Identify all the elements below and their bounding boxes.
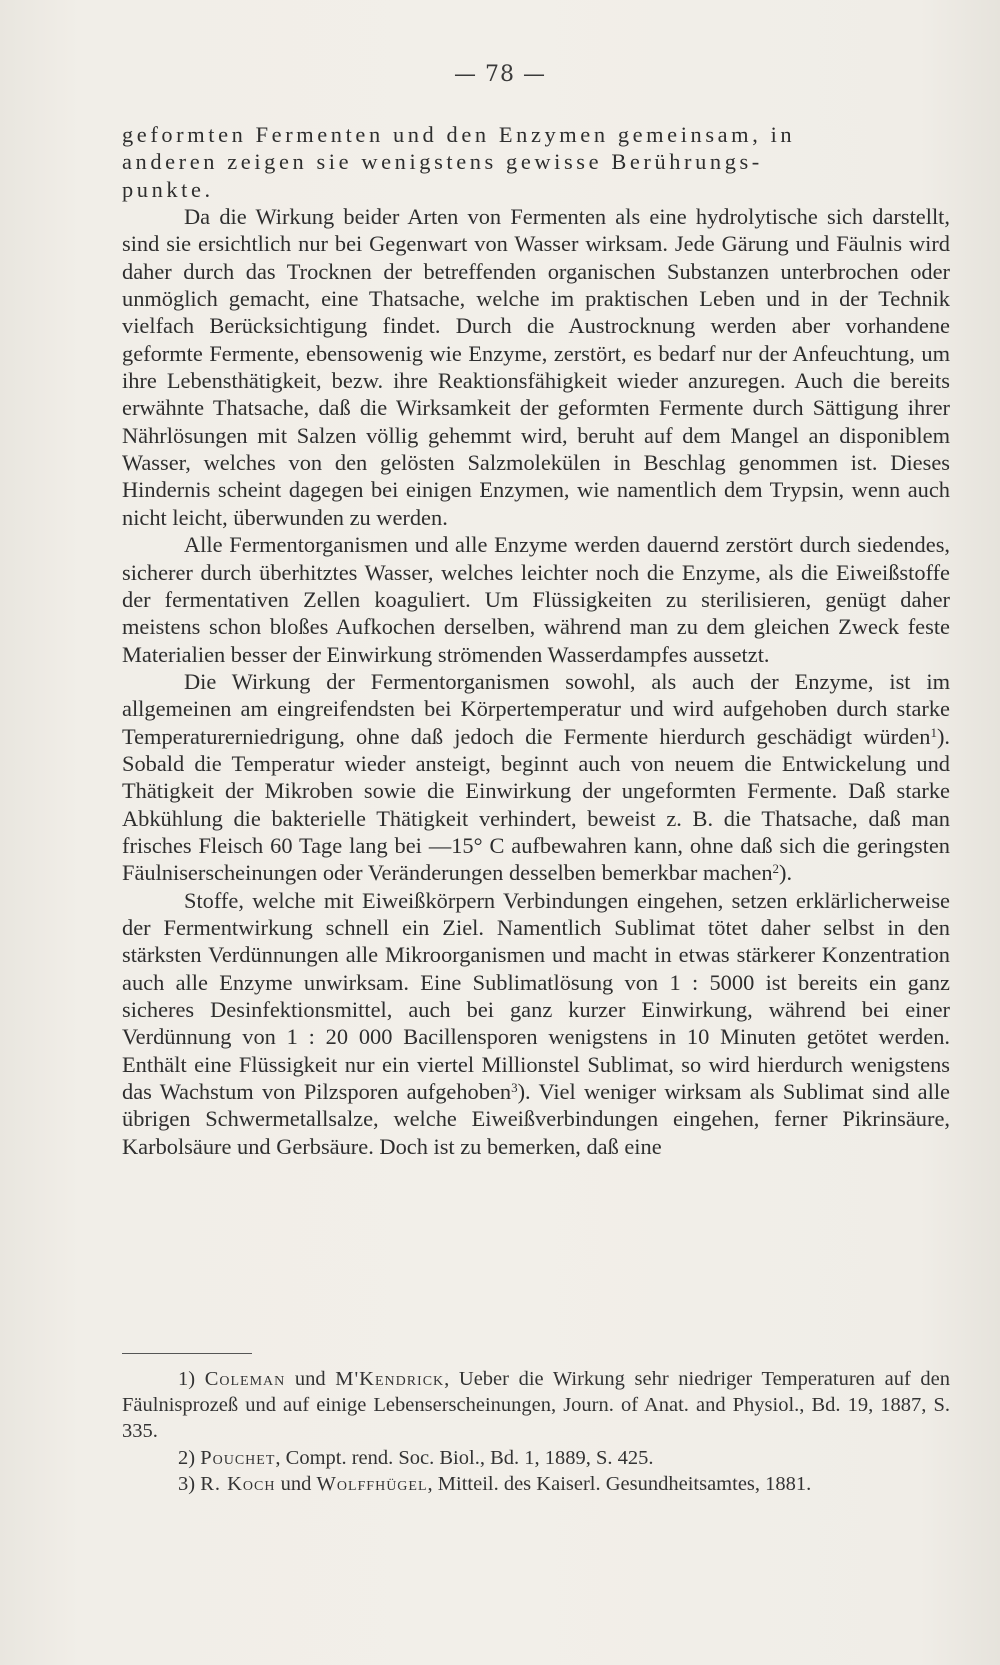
footnote-author: M'Kendrick	[335, 1368, 445, 1390]
footnotes	[122, 1366, 950, 1497]
footnote-ref: 2	[772, 861, 780, 877]
paragraph-text: Stoffe, welche mit Eiweißkörpern Verbindungen eingehen, setzen erklärlicherweise der Fermentwirkung schnell ein Ziel. Namentlich Sublimat tötet daher selbst in den stärksten Verdünnungen alle Mikroorganismen und macht in etwas stärkerer Konzentration auch alle Enzyme unwirksam. Eine Sublimatlösung von 1 : 5000 ist bereits ein ganz sicheres Desinfektionsmittel, auch bei ganz kurzer Einwirkung, während bei einer Verdünnung von 1 : 20 000 Bacillensporen wenigstens in 10 Minuten getötet werden. Enthält eine Flüssigkeit nur ein viertel Millionstel Sublimat, so wird hierdurch wenigstens das Wachstum von Pilzsporen aufgehoben	[122, 887, 950, 1105]
paragraph-text: ).	[779, 860, 793, 886]
footnote-number: 1)	[178, 1368, 196, 1390]
paragraph-text: ). Sobald die Temperatur wieder ansteigt, beginnt auch von neuem die Entwickelung und Thätigkeit der Mikroben sowie die Einwirkung der ungeformten Fermente. Daß starke Abkühlung die bakterielle Thätigkeit verhindert, beweist z. B. die Thatsache, daß man frisches Fleisch 60 Tage lang bei —15° C aufbewahren kann, ohne daß sich die geringsten Fäulniserscheinungen oder Veränderungen desselben bemerkbar machen	[122, 723, 950, 886]
footnote-text: , Mitteil. des Kaiserl. Gesundheitsamtes, 1881.	[427, 1472, 812, 1495]
line: anderen zeigen sie wenigstens gewisse Berührungs-	[122, 149, 763, 175]
line: punkte.	[122, 176, 214, 202]
footnote	[122, 1366, 950, 1445]
line: geformten Fermenten und den Enzymen gemeinsam, in	[122, 122, 796, 147]
footnote-conjunction: und	[294, 1368, 326, 1390]
footnote	[122, 1445, 950, 1471]
footnote-text: , Ueber die Wirkung sehr niedriger Temperaturen auf den Fäulnisprozeß und auf einige Lebenserscheinungen, Journ. of Anat. and Physiol., Bd. 19, 1887, S. 335.	[122, 1368, 951, 1443]
footnote-divider	[122, 1353, 252, 1354]
paragraph-continuation	[122, 121, 950, 203]
paragraph	[122, 887, 950, 1160]
footnote-number: 3)	[178, 1472, 196, 1495]
footnote-ref: 1	[930, 724, 937, 740]
footnote-author: Pouchet	[200, 1446, 276, 1469]
footnote-author: R. Koch	[200, 1472, 276, 1495]
footnote	[122, 1471, 950, 1497]
footnote-conjunction: und	[280, 1472, 312, 1495]
footnote-number: 2)	[178, 1446, 196, 1469]
paragraph	[122, 668, 950, 887]
footnote-author: Wolffhügel	[316, 1472, 428, 1495]
footnote-ref: 3	[511, 1080, 518, 1096]
body-text	[122, 121, 950, 1160]
page-number: — 78 —	[454, 62, 546, 87]
paragraph: Da die Wirkung beider Arten von Fermenten als eine hydrolytische sich darstellt, sind sie ersichtlich nur bei Gegenwart von Wasser wirksam. Jede Gärung und Fäulnis wird daher durch das Trocknen der betreffenden organischen Substanzen unterbrochen oder unmöglich gemacht, eine Thatsache, welche im praktischen Leben und in der Technik vielfach Berücksichtigung findet. Durch die Austrocknung werden aber vorhandene geformte Fermente, ebensowenig wie Enzyme, zerstört, es bedarf nur der Anfeuchtung, um ihre Lebensthätigkeit, bezw. ihre Reaktionsfähigkeit wieder anzuregen. Auch die bereits erwähnte Thatsache, daß die Wirksamkeit der geformten Fermente durch Sättigung ihrer Nährlösungen mit Salzen völlig gehemmt wird, beruht auf dem Mangel an disponiblem Wasser, welches von den gelösten Salzmolekülen in Beschlag genommen ist. Dieses Hindernis scheint dagegen bei einigen Enzymen, wie namentlich dem Trypsin, wenn auch nicht leicht, überwunden zu werden.	[122, 204, 950, 530]
paragraph-text: ). Viel weniger wirksam als Sublimat sind alle übrigen Schwermetallsalze, welche Eiweißverbindungen eingehen, ferner Pikrinsäure, Karbolsäure und Gerbsäure. Doch ist zu bemerken, daß eine	[122, 1079, 950, 1159]
paragraph: Alle Fermentorganismen und alle Enzyme werden dauernd zerstört durch siedendes, sicherer durch überhitztes Wasser, welches leichter noch die Enzyme, als die Eiweißstoffe der fermentativen Zellen koaguliert. Um Flüssigkeiten zu sterilisieren, genügt daher meistens schon bloßes Aufkochen derselben, während man zu dem gleichen Zweck feste Materialien besser der Einwirkung strömenden Wasserdampfes aussetzt.	[122, 532, 950, 667]
paragraph-text: Die Wirkung der Fermentorganismen sowohl, als auch der Enzyme, ist im allgemeinen am eingreifendsten bei Körpertemperatur und wird aufgehoben durch starke Temperaturerniedrigung, ohne daß jedoch die Fermente hierdurch geschädigt würden	[122, 668, 950, 749]
footnote-text: , Compt. rend. Soc. Biol., Bd. 1, 1889, S. 425.	[275, 1446, 654, 1469]
footnote-author: Coleman	[204, 1368, 286, 1390]
